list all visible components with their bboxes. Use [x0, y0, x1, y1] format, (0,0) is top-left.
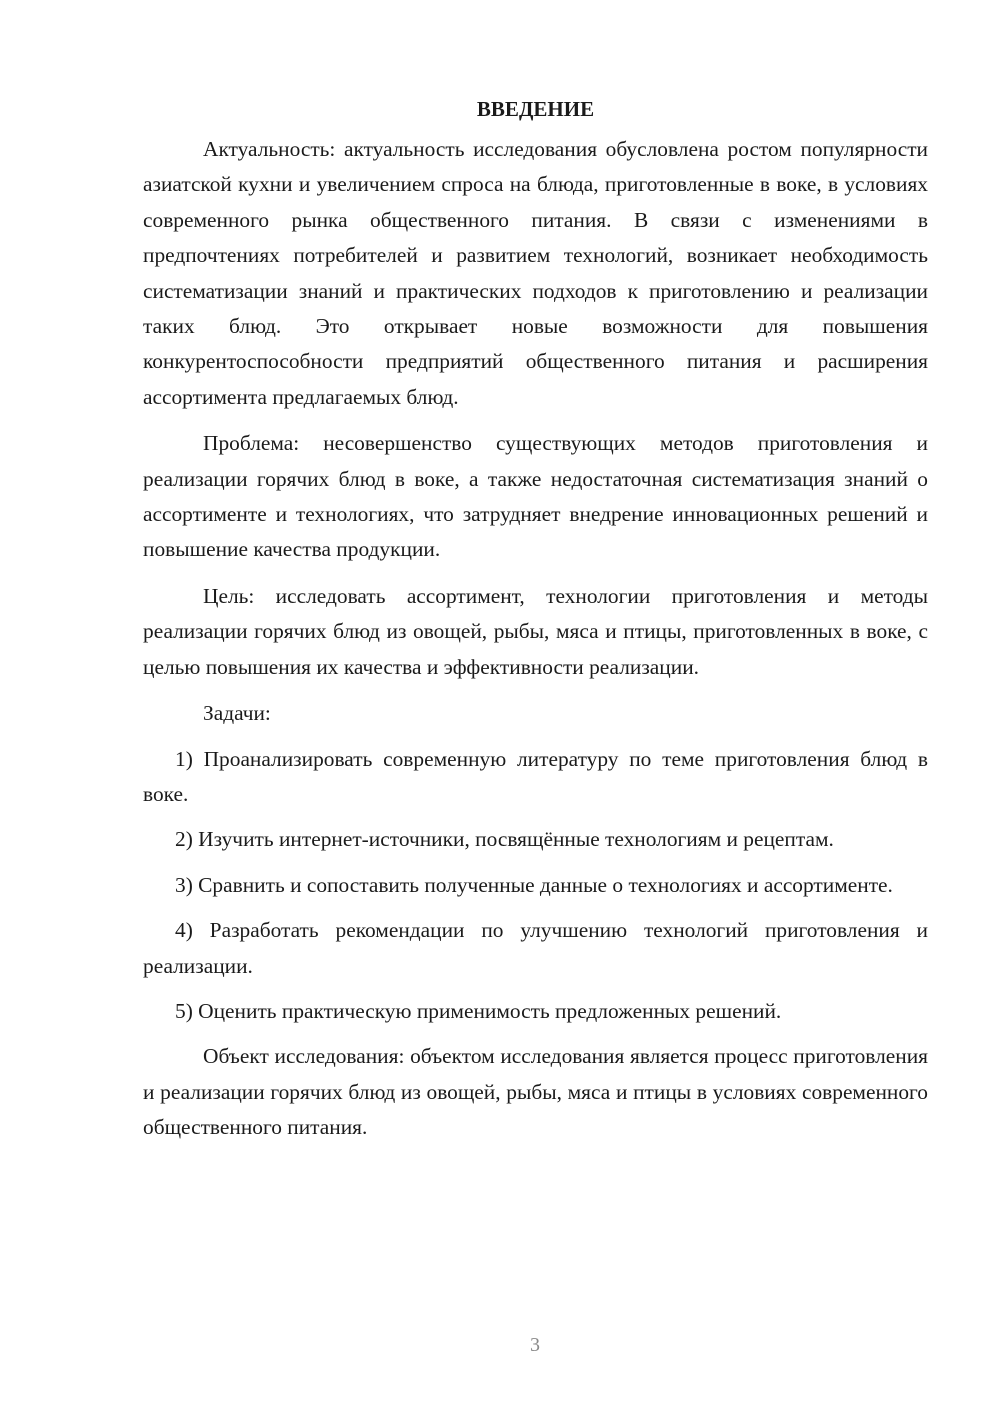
section-title: ВВЕДЕНИЕ	[476, 97, 595, 121]
paragraph-problem: Проблема: несовершенство существующих методов приготовления и реализации горячих блюд в воке, а также недостаточная систематизация знаний о ассортименте и технологиях, что затрудняет внедрение инновационных решений и повышение качества продукции.	[143, 431, 928, 562]
task-item-2: 2) Изучить интернет-источники, посвящённые технологиям и рецептам.	[175, 827, 834, 852]
task-item-3: 3) Сравнить и сопоставить полученные данные о технологиях и ассортименте.	[175, 872, 893, 897]
task-item-4: 4) Разработать рекомендации по улучшению технологий приготовления и реализации.	[143, 918, 928, 978]
page-number: 3	[530, 1334, 540, 1356]
paragraph-object: Объект исследования: объектом исследования является процесс приготовления и реализации горячих блюд из овощей, рыбы, мяса и птицы в условиях современного общественного питания.	[143, 1044, 928, 1140]
paragraph-goal: Цель: исследовать ассортимент, технологии приготовления и методы реализации горячих блюд из овощей, рыбы, мяса и птицы, приготовленных в воке, с целью повышения их качества и эффективности реализации.	[143, 583, 928, 679]
tasks-label: Задачи:	[203, 701, 271, 726]
paragraph-relevance: Актуальность: актуальность исследования обусловлена ростом популярности азиатской кухни и увеличением спроса на блюда, приготовленные в воке, в условиях современного рынка общественного питания. В связи с изменениями в предпочтениях потребителей и развитием технологий, возникает необходимость систематизации знаний и практических подходов к приготовлению и реализации таких блюд. Это открывает новые возможности для повышения конкурентоспособности предприятий общественного питания и расширения ассортимента предлагаемых блюд.	[143, 137, 928, 409]
page-content	[143, 94, 928, 1157]
task-item-1: 1) Проанализировать современную литературу по теме приготовления блюд в воке.	[143, 746, 928, 806]
task-item-5: 5) Оценить практическую применимость предложенных решений.	[175, 998, 782, 1023]
